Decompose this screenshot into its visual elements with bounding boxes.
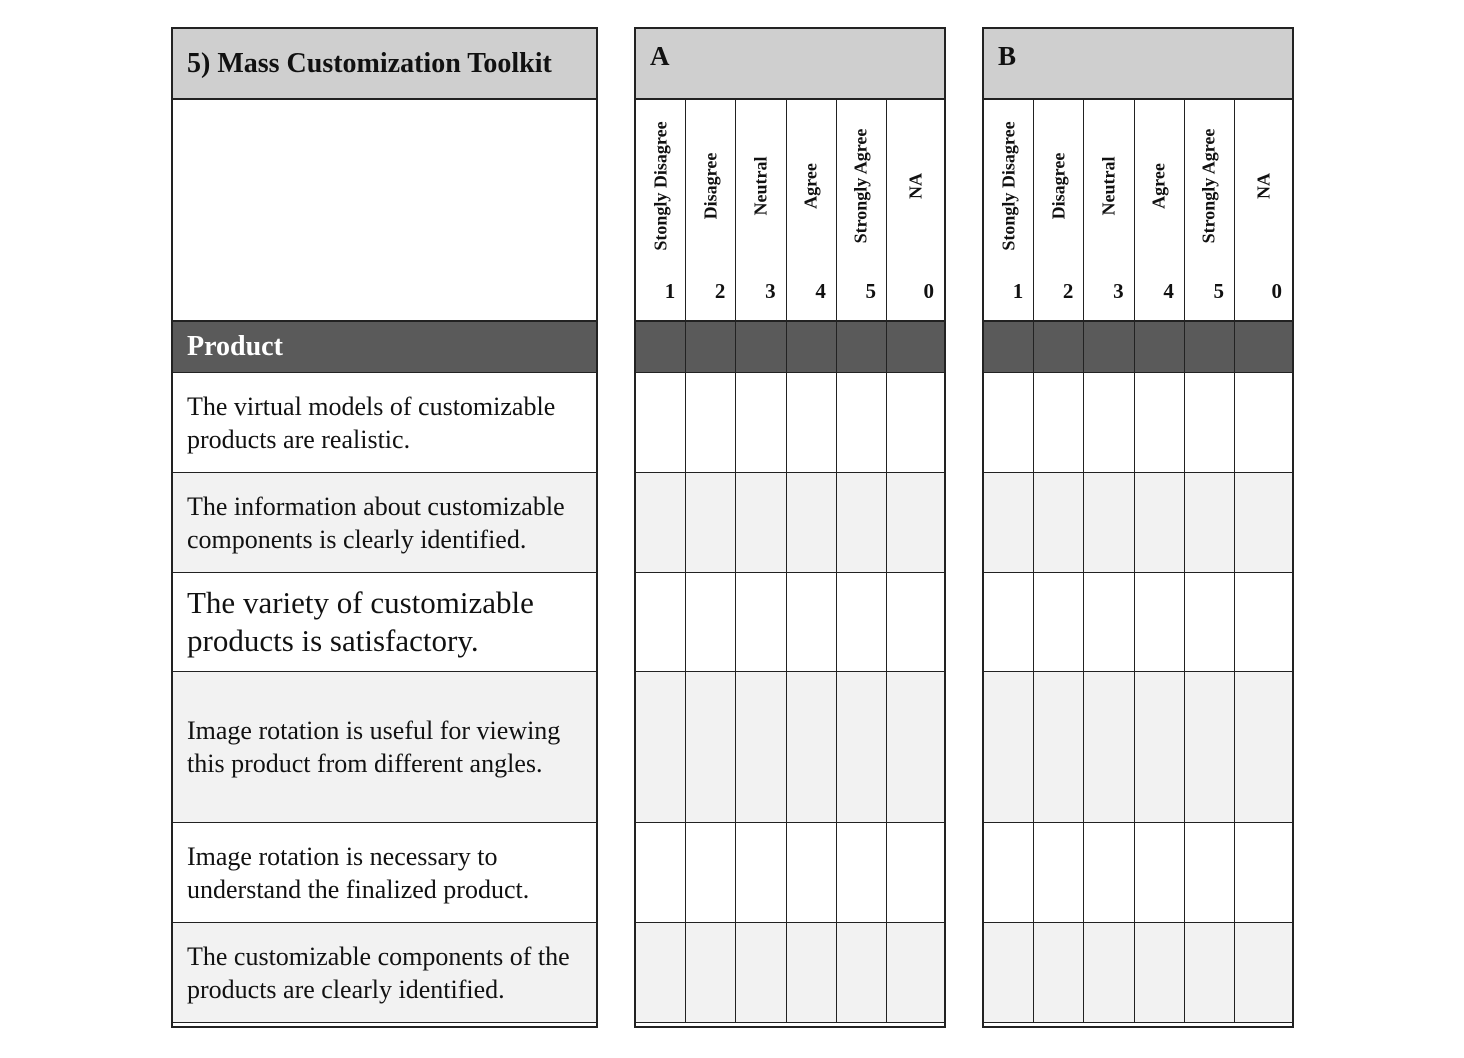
answer-cell[interactable] — [787, 923, 837, 1022]
group-row — [636, 322, 944, 373]
answer-cell[interactable] — [736, 573, 786, 671]
answer-cell[interactable] — [1034, 823, 1084, 922]
answer-cell[interactable] — [1235, 923, 1292, 1022]
answer-row — [984, 373, 1292, 473]
answer-cell[interactable] — [837, 672, 887, 822]
answer-row — [984, 823, 1292, 923]
answer-cell[interactable] — [887, 923, 944, 1022]
answer-cell[interactable] — [1185, 823, 1235, 922]
answer-cell[interactable] — [1235, 823, 1292, 922]
answer-cell[interactable] — [787, 573, 837, 671]
answer-cell[interactable] — [1185, 573, 1235, 671]
answer-cell[interactable] — [686, 923, 736, 1022]
answer-cell[interactable] — [1034, 373, 1084, 472]
answer-cell[interactable] — [736, 373, 786, 472]
answer-cell[interactable] — [787, 473, 837, 572]
answer-cell[interactable] — [1185, 672, 1235, 822]
group-label: Product — [173, 322, 596, 373]
question-table — [171, 27, 598, 1028]
answer-row — [984, 473, 1292, 573]
answer-cell[interactable] — [686, 373, 736, 472]
answer-cell[interactable] — [1135, 823, 1185, 922]
answer-cell[interactable] — [636, 823, 686, 922]
answer-cell[interactable] — [887, 473, 944, 572]
scale-column-label: Neutral 3 — [736, 100, 786, 320]
answer-cell[interactable] — [837, 823, 887, 922]
answer-cell[interactable] — [1185, 473, 1235, 572]
scale-column-label: Agree 4 — [787, 100, 837, 320]
answer-cell[interactable] — [984, 473, 1034, 572]
answer-cell[interactable] — [686, 823, 736, 922]
statement-row: The variety of customizable products is satisfactory. — [173, 573, 596, 672]
answer-cell[interactable] — [1135, 573, 1185, 671]
scale-column-label: Stongly Disagree 1 — [984, 100, 1034, 320]
scale-labels — [636, 100, 944, 322]
answer-cell[interactable] — [1084, 473, 1134, 572]
statement-row: The customizable components of the products are clearly identified. — [173, 923, 596, 1023]
rating-scale-a — [634, 27, 946, 1028]
answer-cell[interactable] — [1235, 672, 1292, 822]
statement-row: Image rotation is useful for viewing this product from different angles. — [173, 672, 596, 823]
answer-cell[interactable] — [887, 573, 944, 671]
answer-row — [636, 823, 944, 923]
answer-cell[interactable] — [686, 573, 736, 671]
answer-cell[interactable] — [636, 373, 686, 472]
answer-cell[interactable] — [1185, 923, 1235, 1022]
answer-cell[interactable] — [837, 923, 887, 1022]
answer-cell[interactable] — [1034, 573, 1084, 671]
answer-row — [636, 573, 944, 672]
answer-cell[interactable] — [1135, 672, 1185, 822]
answer-cell[interactable] — [984, 573, 1034, 671]
answer-cell[interactable] — [984, 672, 1034, 822]
answer-cell[interactable] — [787, 373, 837, 472]
scale-column-label: Agree 4 — [1135, 100, 1185, 320]
scale-column-label: Disagree 2 — [686, 100, 736, 320]
scale-title: B — [984, 29, 1292, 100]
answer-cell[interactable] — [1084, 573, 1134, 671]
answer-cell[interactable] — [1235, 573, 1292, 671]
answer-row — [984, 672, 1292, 823]
answer-cell[interactable] — [636, 923, 686, 1022]
answer-cell[interactable] — [887, 672, 944, 822]
answer-cell[interactable] — [837, 473, 887, 572]
answer-cell[interactable] — [1135, 473, 1185, 572]
scale-column-label: Strongly Agree 5 — [837, 100, 887, 320]
answer-cell[interactable] — [837, 373, 887, 472]
answer-cell[interactable] — [1084, 373, 1134, 472]
answer-cell[interactable] — [736, 672, 786, 822]
answer-row — [984, 573, 1292, 672]
answer-cell[interactable] — [1235, 473, 1292, 572]
answer-cell[interactable] — [887, 373, 944, 472]
answer-cell[interactable] — [636, 573, 686, 671]
answer-cell[interactable] — [736, 823, 786, 922]
answer-cell[interactable] — [787, 672, 837, 822]
statement-row: The information about customizable components is clearly identified. — [173, 473, 596, 573]
scale-column-label: Neutral 3 — [1084, 100, 1134, 320]
answer-row — [636, 473, 944, 573]
answer-cell[interactable] — [1135, 923, 1185, 1022]
answer-cell[interactable] — [686, 672, 736, 822]
section-title: 5) Mass Customization Toolkit — [173, 29, 596, 100]
answer-cell[interactable] — [736, 473, 786, 572]
answer-row — [636, 923, 944, 1023]
answer-cell[interactable] — [887, 823, 944, 922]
answer-cell[interactable] — [1084, 672, 1134, 822]
answer-cell[interactable] — [1084, 823, 1134, 922]
statement-row: Image rotation is necessary to understand the finalized product. — [173, 823, 596, 923]
group-row — [984, 322, 1292, 373]
scale-column-label: Strongly Agree 5 — [1185, 100, 1235, 320]
answer-cell[interactable] — [787, 823, 837, 922]
scale-column-label: Stongly Disagree 1 — [636, 100, 686, 320]
answer-row — [984, 923, 1292, 1023]
answer-cell[interactable] — [1135, 373, 1185, 472]
answer-cell[interactable] — [1235, 373, 1292, 472]
answer-cell[interactable] — [1034, 672, 1084, 822]
answer-row — [636, 672, 944, 823]
answer-cell[interactable] — [636, 672, 686, 822]
header-spacer — [173, 100, 596, 322]
answer-cell[interactable] — [984, 923, 1034, 1022]
scale-column-label: Disagree 2 — [1034, 100, 1084, 320]
answer-cell[interactable] — [837, 573, 887, 671]
answer-cell[interactable] — [984, 823, 1034, 922]
rating-scale-b — [982, 27, 1294, 1028]
scale-labels — [984, 100, 1292, 322]
scale-column-label: NA 0 — [905, 173, 935, 303]
answer-cell[interactable] — [1185, 373, 1235, 472]
answer-cell[interactable] — [636, 473, 686, 572]
scale-title: A — [636, 29, 944, 100]
scale-column-label: NA 0 — [1253, 173, 1283, 303]
answer-cell[interactable] — [736, 923, 786, 1022]
statement-row: The virtual models of customizable products are realistic. — [173, 373, 596, 473]
answer-cell[interactable] — [1034, 473, 1084, 572]
answer-cell[interactable] — [686, 473, 736, 572]
answer-cell[interactable] — [1034, 923, 1084, 1022]
answer-row — [636, 373, 944, 473]
answer-cell[interactable] — [984, 373, 1034, 472]
answer-cell[interactable] — [1084, 923, 1134, 1022]
